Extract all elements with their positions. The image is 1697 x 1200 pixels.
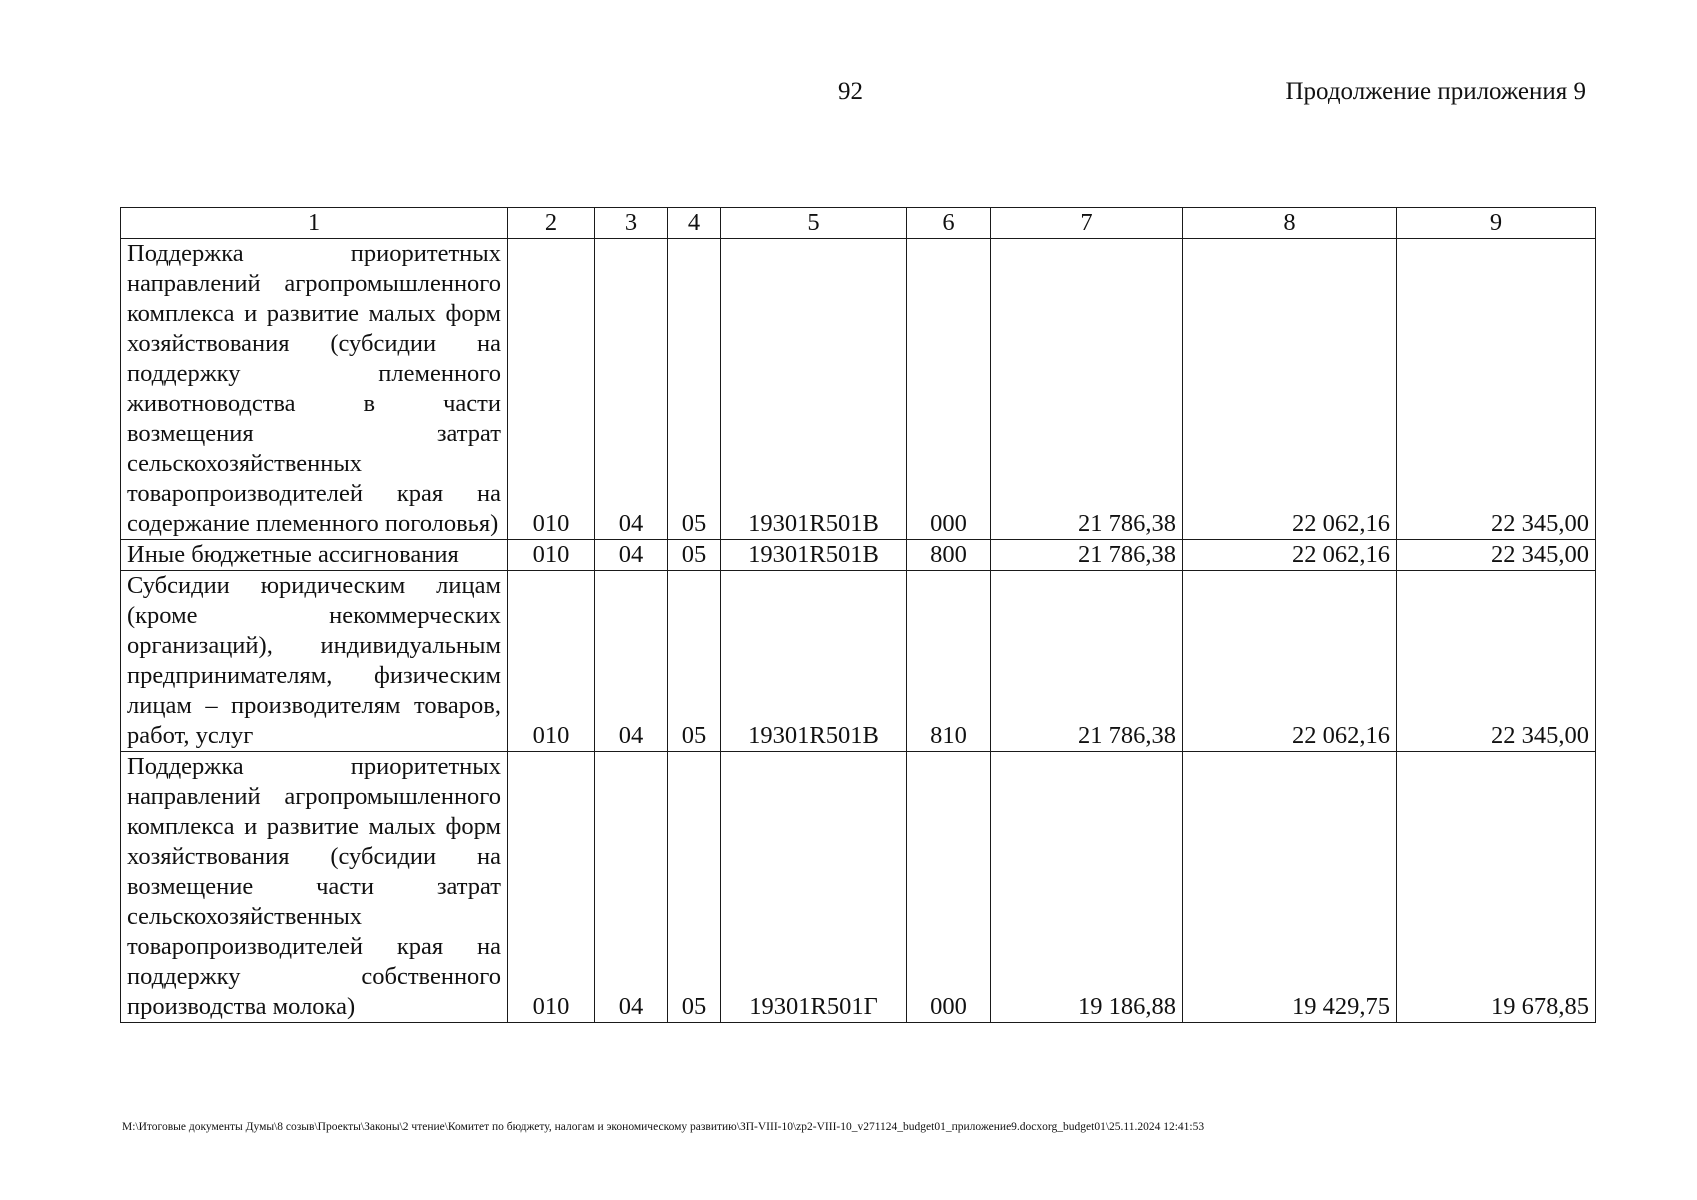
table-header-row [121,208,1596,239]
column-header: 1 [121,208,508,239]
cell-subsection: 05 [668,540,721,571]
cell-subsection: 05 [668,239,721,540]
cell-amount: 21 786,38 [991,540,1183,571]
cell-amount: 22 062,16 [1183,239,1397,540]
row-description: Поддержка приоритетных направлений агропромышленного комплекса и развитие малых форм хозяйствования (субсидии на возмещение части затрат сельскохозяйственных товаропроизводителей края на поддержку собственного производства молока) [121,752,508,1023]
cell-target-article: 19301R501Г [721,752,907,1023]
table-row [121,752,1596,1023]
cell-amount: 22 345,00 [1397,540,1596,571]
row-description: Поддержка приоритетных направлений агропромышленного комплекса и развитие малых форм хозяйствования (субсидии на поддержку племенного животноводства в части возмещения затрат сельскохозяйственных товаропроизводителей края на содержание племенного поголовья) [121,239,508,540]
cell-code: 010 [508,752,595,1023]
table-row [121,571,1596,752]
cell-amount: 19 429,75 [1183,752,1397,1023]
budget-table [120,207,1596,1023]
table-row [121,540,1596,571]
document-file-path: М:\Итоговые документы Думы\8 созыв\Проекты\Законы\2 чтение\Комитет по бюджету, налогам и экономическому развитию\ЗП-VIII-10\zp2-VIII-10_v271124_budget01_приложение9.docxorg_budget01\25.11.2024 12:41:53 [122,1121,1205,1133]
cell-target-article: 19301R501В [721,540,907,571]
cell-expense-type: 000 [907,752,991,1023]
cell-section: 04 [595,571,668,752]
column-header: 8 [1183,208,1397,239]
cell-expense-type: 810 [907,571,991,752]
page-number: 92 [838,78,863,105]
cell-amount: 22 062,16 [1183,571,1397,752]
cell-amount: 22 345,00 [1397,239,1596,540]
cell-amount: 22 062,16 [1183,540,1397,571]
row-description: Иные бюджетные ассигнования [121,540,508,571]
cell-target-article: 19301R501В [721,571,907,752]
cell-amount: 19 186,88 [991,752,1183,1023]
cell-expense-type: 000 [907,239,991,540]
cell-amount: 21 786,38 [991,571,1183,752]
cell-section: 04 [595,752,668,1023]
cell-amount: 19 678,85 [1397,752,1596,1023]
cell-section: 04 [595,239,668,540]
cell-code: 010 [508,540,595,571]
column-header: 2 [508,208,595,239]
cell-code: 010 [508,571,595,752]
row-description: Субсидии юридическим лицам (кроме некоммерческих организаций), индивидуальным предпринимателям, физическим лицам – производителям товаров, работ, услуг [121,571,508,752]
table-row [121,239,1596,540]
cell-amount: 22 345,00 [1397,571,1596,752]
column-header: 7 [991,208,1183,239]
cell-subsection: 05 [668,752,721,1023]
cell-subsection: 05 [668,571,721,752]
column-header: 4 [668,208,721,239]
cell-section: 04 [595,540,668,571]
column-header: 6 [907,208,991,239]
cell-expense-type: 800 [907,540,991,571]
cell-target-article: 19301R501В [721,239,907,540]
cell-amount: 21 786,38 [991,239,1183,540]
cell-code: 010 [508,239,595,540]
appendix-continuation-note: Продолжение приложения 9 [1285,78,1586,105]
column-header: 5 [721,208,907,239]
column-header: 9 [1397,208,1596,239]
column-header: 3 [595,208,668,239]
